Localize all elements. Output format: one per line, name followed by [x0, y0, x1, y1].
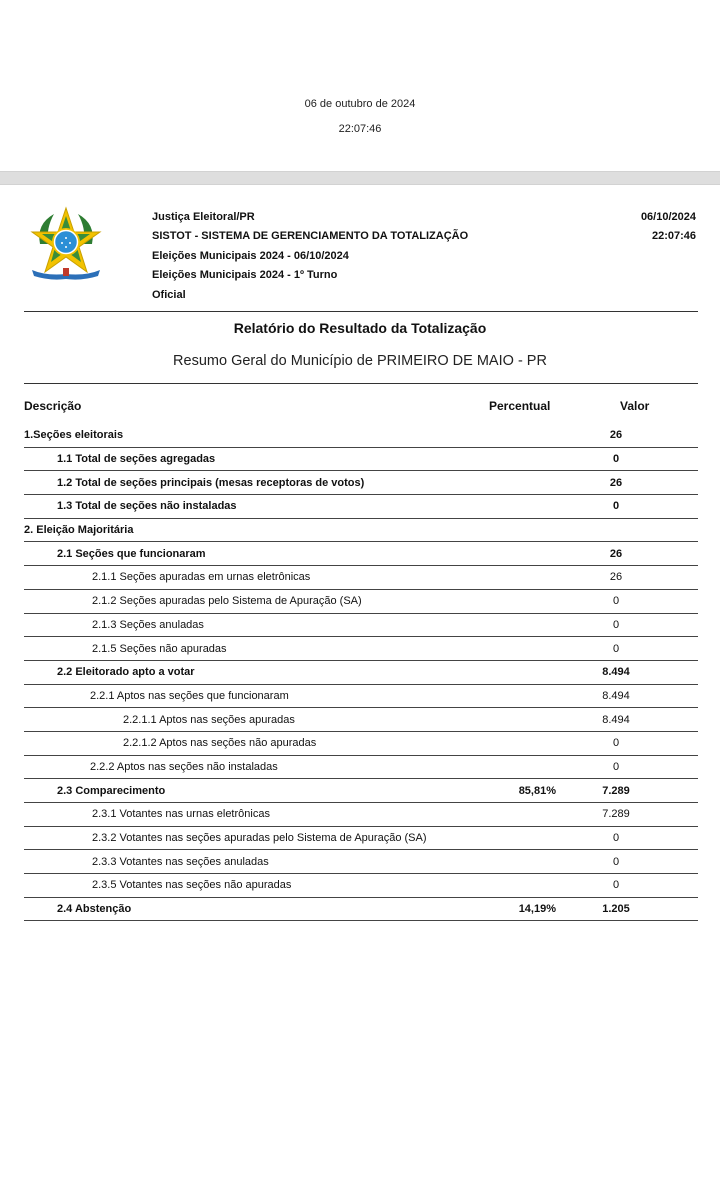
- document-header-datetime: [641, 208, 696, 247]
- table-row: 2.2.1.2 Aptos nas seções não apuradas 0: [24, 731, 698, 755]
- column-header-value: Valor: [620, 399, 650, 413]
- table-row: 2.2 Eleitorado apto a votar 8.494: [24, 660, 698, 684]
- column-header-description: Descrição: [24, 399, 82, 413]
- table-row: 2.3 Comparecimento 85,81% 7.289: [24, 779, 698, 803]
- table-row: 2. Eleição Majoritária: [24, 524, 134, 537]
- table-row: 2.3.1 Votantes nas urnas eletrônicas 7.289: [24, 803, 698, 827]
- table-row: 1.3 Total de seções não instaladas 0: [24, 495, 698, 519]
- report-title: Relatório do Resultado da Totalização: [233, 320, 487, 336]
- brazil-coat-of-arms-icon: [26, 204, 106, 284]
- page-separator: [0, 171, 720, 185]
- table-row: 2.2.1 Aptos nas seções que funcionaram 8.494: [24, 684, 698, 708]
- header-date: 06/10/2024: [640, 211, 696, 223]
- print-time: 22:07:46: [338, 123, 382, 135]
- table-row: 2.1.1 Seções apuradas em urnas eletrônicas 26: [24, 566, 698, 590]
- column-header-percentage: Percentual: [489, 399, 551, 413]
- table-row: 2.1.5 Seções não apuradas 0: [24, 637, 698, 661]
- header-divider: [24, 311, 698, 312]
- table-row: 2.3.3 Votantes nas seções anuladas 0: [24, 850, 698, 874]
- system-name: SISTOT - SISTEMA DE GERENCIAMENTO DA TOTALIZAÇÃO: [152, 230, 469, 243]
- table-row: 1.Seções eleitorais 26: [24, 429, 623, 442]
- document-header-info: [152, 208, 468, 305]
- table-row: 2.1.2 Seções apuradas pelo Sistema de Apuração (SA) 0: [24, 589, 698, 613]
- official-status: Oficial: [152, 288, 186, 301]
- table-row: 2.1.3 Seções anuladas 0: [24, 613, 698, 637]
- table-row: 2.3.5 Votantes nas seções não apuradas 0: [24, 874, 698, 898]
- table-row: 2.2.2 Aptos nas seções não instaladas 0: [24, 755, 698, 779]
- institution-name: Justiça Eleitoral/PR: [152, 211, 255, 223]
- table-row: 2.4 Abstenção 14,19% 1.205: [24, 897, 698, 921]
- table-row: 1.1 Total de seções agregadas 0: [24, 447, 698, 471]
- report-table: [24, 424, 698, 921]
- print-date: 06 de outubro de 2024: [304, 98, 416, 110]
- table-row: 2.2.1.1 Aptos nas seções apuradas 8.494: [24, 708, 698, 732]
- election-name-date: Eleições Municipais 2024 - 06/10/2024: [152, 249, 349, 262]
- table-row: 2.1 Seções que funcionaram 26: [24, 542, 698, 566]
- table-row: 1.2 Total de seções principais (mesas receptoras de votos) 26: [24, 471, 698, 495]
- header-time: 22:07:46: [651, 230, 696, 243]
- election-round: Eleições Municipais 2024 - 1º Turno: [152, 269, 338, 282]
- report-subtitle: Resumo Geral do Município de PRIMEIRO DE MAIO - PR: [173, 353, 547, 369]
- title-divider: [24, 383, 698, 384]
- table-row: 2.3.2 Votantes nas seções apuradas pelo Sistema de Apuração (SA) 0: [24, 826, 698, 850]
